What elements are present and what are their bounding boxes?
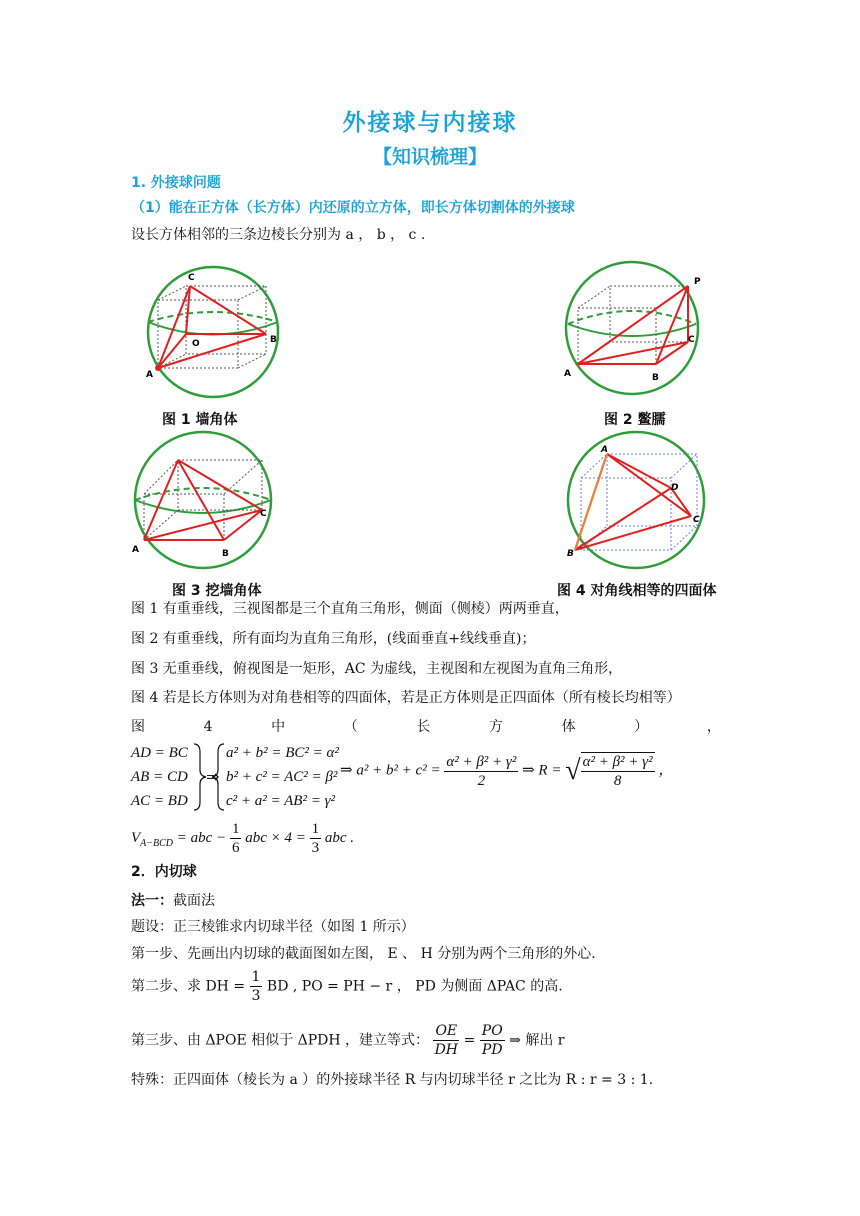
fig4-label-d: D [671,483,679,493]
fig3-label-c: C [260,509,267,519]
step-2: 第二步、求 DH = $\frac{1}{3}$ BD , PO = PH − r ， PD 为侧面 ΔPAC 的高. [131,969,563,1004]
fig4-label-b: B [567,549,574,559]
fig4-line-char: 中 [271,719,286,735]
sum-fraction [444,753,518,790]
figure-1-caption: 图 1 墙角体 [162,412,238,428]
brace-implies [192,742,226,812]
figure-2-turtle [560,258,710,398]
page-subtitle: 【知识梳理】 [372,146,487,168]
fig2-label-a: A [564,369,571,379]
equality-gamma: c² + a² = AB² = γ² [226,793,335,809]
fig1-label-a: A [146,370,153,380]
figure-4-equal-diagonal-tetrahedron [561,430,711,570]
equality-ad-bc: AD = BC [131,745,188,761]
fig3-label-a: A [132,545,139,555]
fig1-label-o: O [192,339,200,349]
figure-3-dug-wall-corner [128,430,278,570]
fig1-label-b: B [270,335,277,345]
figure-3-caption: 图 3 挖墙角体 [172,583,262,599]
figure-1-wall-corner [138,262,288,402]
page-title: 外接球与内接球 [342,110,518,136]
fig3-label-b: B [222,549,229,559]
section1-subheading: （1）能在正方体（长方体）内还原的立方体，即长方体切割体的外接球 [131,200,575,216]
figure-4-caption: 图 4 对角线相等的四面体 [557,583,717,599]
section2-heading: 2．内切球 [131,864,197,880]
note-figure-3: 图 3 无重垂线，俯视图是一矩形，AC 为虚线，主视图和左视图为直角三角形， [131,661,623,677]
radius-formula: ⇒ a² + b² + c² = $\frac{\text{α² + β² + γ²}}{2}$ ⇒ R = √ $\frac{\text{α² + β² + γ²}}{8}$ ， [340,753,674,789]
fig4-line-char: 4 [203,719,213,735]
fig4-line-char: 体 [561,719,576,735]
equality-beta: b² + c² = AC² = β² [226,769,338,785]
step-1: 第一步、先画出内切球的截面图如左图， E 、 H 分别为两个三角形的外心. [131,946,596,962]
fig4-line-char: ） [634,719,649,735]
equality-alpha: a² + b² = BC² = α² [226,745,339,761]
fig2-label-p: P [694,277,701,287]
step-3: 第三步、由 ΔPOE 相似于 ΔPDH ，建立等式： $\frac{OE}{DH}$ = $\frac{PO}{PD}$ ⇒ 解出 r [131,1023,565,1058]
method-line: 法一：截面法 [131,893,215,909]
special-note: 特殊：正四面体（棱长为 a ）的外接球半径 R 与内切球半径 r 之比为 R : r = 3 : 1. [131,1072,654,1088]
section1-intro: 设长方体相邻的三条边棱长分别为 a ， b ， c . [131,227,426,243]
sum-squares: ⇒ a² + b² + c² = [340,762,441,779]
figure-2-caption: 图 2 鳖臑 [604,412,666,428]
sum-fraction-den: 2 [477,772,486,789]
fig2-label-c: C [688,335,695,345]
note-figure-2: 图 2 有重垂线，所有面均为直角三角形，(线面垂直+线线垂直)； [131,631,536,647]
radius-sqrt-den: 8 [613,773,622,789]
note-figure-1: 图 1 有重垂线，三视图都是三个直角三角形，侧面（侧棱）两两垂直， [131,601,569,617]
radius-sqrt-num: α² + β² + γ² [582,754,653,770]
equalities-right [226,741,339,813]
fig4-line-char: 图 [131,719,145,735]
svg-text:⇒: ⇒ [206,767,220,786]
note-figure-4: 图 4 若是长方体则为对角巷相等的四面体，若是正方体则是正四面体（所有棱长均相等） [131,690,681,706]
fig4-line-char: （ [343,719,358,735]
equality-ab-cd: AB = CD [131,769,188,785]
section1-heading: 1. 外接球问题 [131,175,221,191]
setup-line: 题设：正三棱锥求内切球半径（如图 1 所示） [131,919,415,935]
fig4-line-char: ， [706,719,721,735]
volume-formula: $V_{A-BCD}$ = abc − $\frac{1}{6}$ abc × 4 = $\frac{1}{3}$ abc . [131,821,355,856]
fig4-label-c: C [693,515,700,525]
fig4-line-char: 方 [489,719,504,735]
equalities-left [131,741,188,813]
fig4-line-char: 长 [416,719,431,735]
fig2-label-b: B [652,373,659,383]
radius-label: ⇒ R = [522,762,562,779]
fig1-label-c: C [188,273,195,283]
equality-ac-bd: AC = BD [131,793,188,809]
figure-4-line [131,718,721,736]
radius-sqrt-fraction [581,752,655,790]
fig4-label-a: A [601,445,608,455]
sum-fraction-num: α² + β² + γ² [446,753,517,770]
